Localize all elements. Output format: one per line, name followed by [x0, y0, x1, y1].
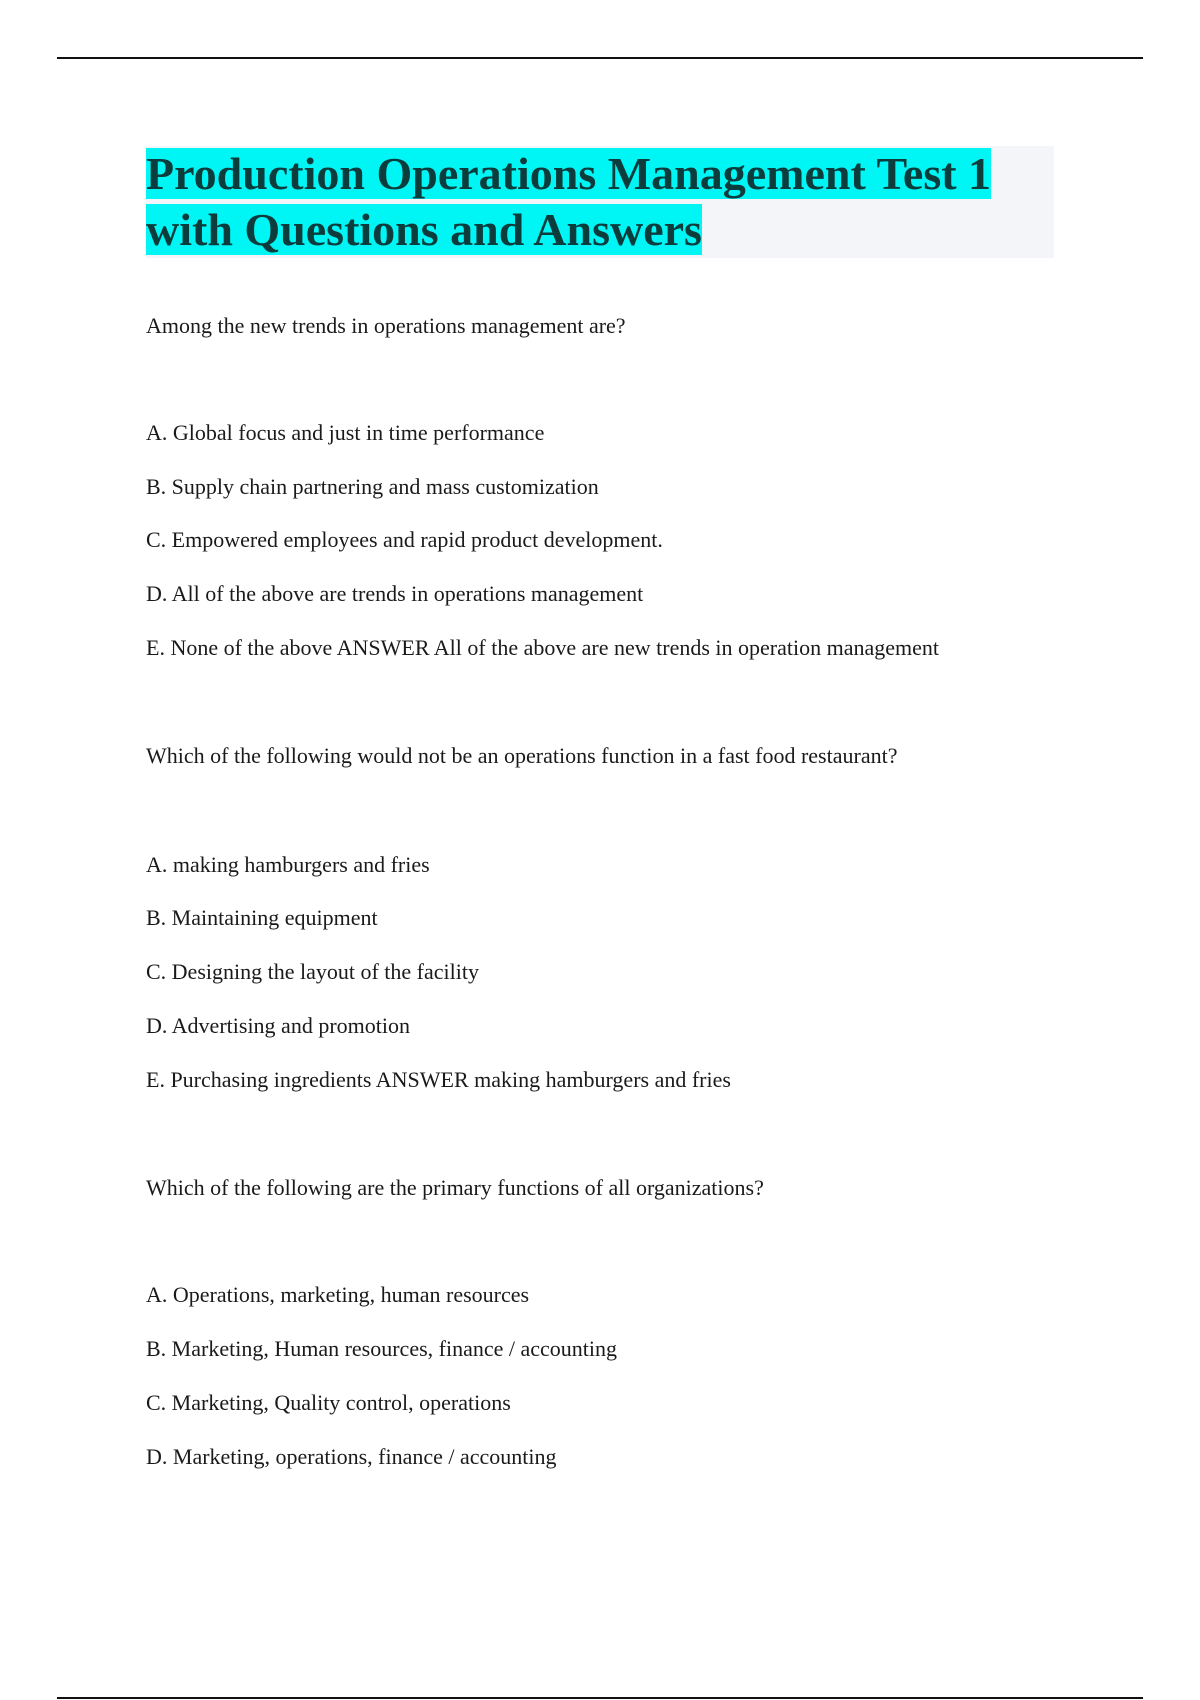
- answer-option: E. Purchasing ingredients ANSWER making hamburgers and fries: [146, 1067, 731, 1092]
- answer-option: D. All of the above are trends in operations management: [146, 581, 644, 606]
- title-line-1: Production Operations Management Test 1: [146, 148, 992, 199]
- answer-option: A. Global focus and just in time performance: [146, 420, 545, 445]
- answer-option: B. Marketing, Human resources, finance / accounting: [146, 1336, 618, 1361]
- answer-option: C. Marketing, Quality control, operations: [146, 1390, 511, 1415]
- answer-option: E. None of the above ANSWER All of the above are new trends in operation management: [146, 635, 939, 660]
- question-block-1: [146, 312, 626, 340]
- title-box: [146, 146, 1054, 258]
- answer-option: C. Empowered employees and rapid product development.: [146, 527, 663, 552]
- question-block-2: [146, 742, 897, 770]
- answer-option: A. making hamburgers and fries: [146, 852, 430, 877]
- answer-option: D. Advertising and promotion: [146, 1013, 410, 1038]
- answer-option: D. Marketing, operations, finance / accounting: [146, 1444, 557, 1469]
- answer-option: B. Supply chain partnering and mass customization: [146, 474, 599, 499]
- question-text: Which of the following are the primary functions of all organizations?: [146, 1175, 764, 1200]
- answer-option: A. Operations, marketing, human resources: [146, 1282, 530, 1307]
- document-body: [146, 146, 1066, 1469]
- top-rule: [57, 57, 1143, 59]
- bottom-rule: [57, 1697, 1143, 1699]
- question-block-3: [146, 1174, 764, 1202]
- question-text: Which of the following would not be an operations function in a fast food restaurant?: [146, 743, 898, 768]
- document-title: [146, 146, 1054, 258]
- question-text: Among the new trends in operations management are?: [146, 313, 626, 338]
- answer-option: B. Maintaining equipment: [146, 905, 378, 930]
- title-line-2: with Questions and Answers: [146, 204, 702, 255]
- answer-option: C. Designing the layout of the facility: [146, 959, 479, 984]
